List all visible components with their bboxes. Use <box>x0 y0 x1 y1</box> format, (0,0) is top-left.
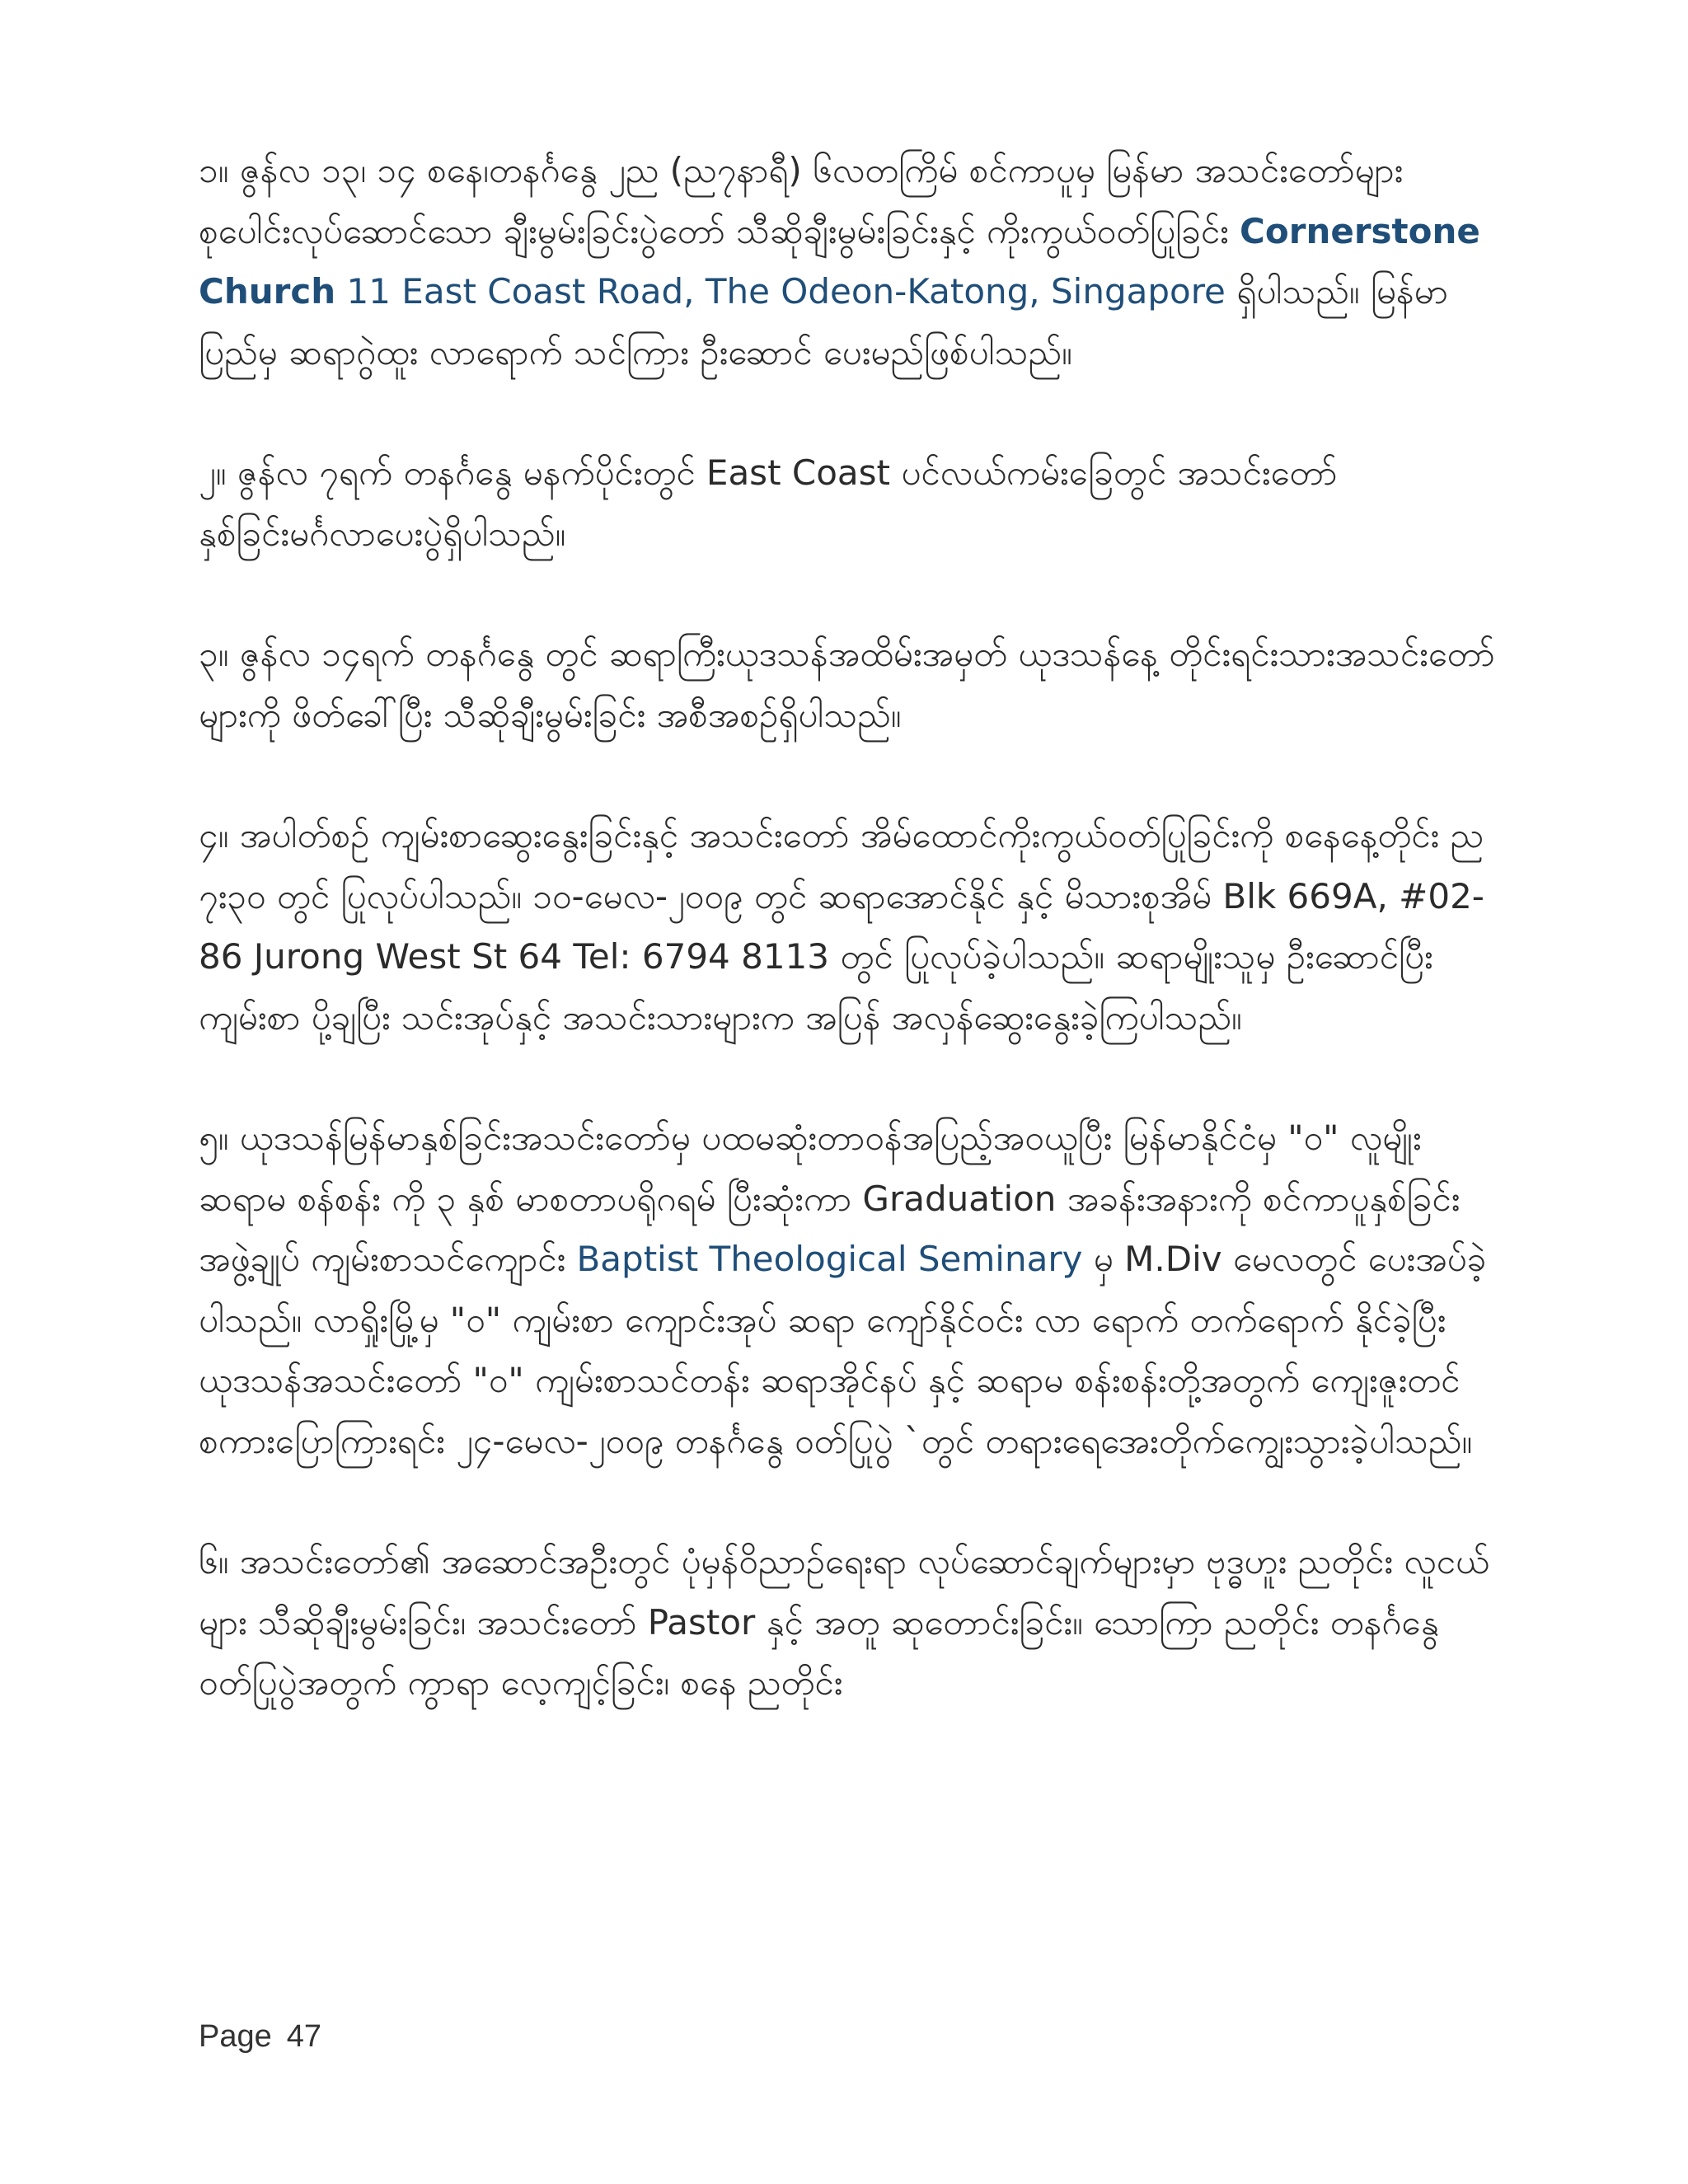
document-body <box>199 140 1501 1774</box>
page-label: Page <box>199 2019 272 2054</box>
page-number: 47 <box>286 2019 322 2054</box>
church-address-link[interactable]: 11 East Coast Road, The Odeon-Katong, Singapore <box>346 271 1226 312</box>
spacer <box>335 271 346 312</box>
church-name-link[interactable]: Cornerstone Church <box>199 210 1480 312</box>
paragraph-2: ၂။ ဇွန်လ ၇ရက် တနင်္ဂနွေ မနက်ပိုင်းတွင် East Coast ပင်လယ်ကမ်းခြေတွင် အသင်းတော် နှစ်ခြင်းမင်္ဂလာပေးပွဲရှိပါသည်။ <box>199 452 1338 554</box>
paragraph-1-text-end: ရှိပါသည်။ မြန်မာပြည်မှ ဆရာဂွဲထူး လာရောက် သင်ကြား ဦးဆောင် ပေးမည်ဖြစ်ပါသည်။ <box>199 271 1448 373</box>
paragraph-5 <box>199 1108 1501 1471</box>
paragraph-5-text: ၅။ ယုဒသန်မြန်မာနှစ်ခြင်းအသင်းတော်မှ ပထမဆုံးတာဝန်အပြည့်အဝယူပြီး မြန်မာနိုင်ငံမှ "ဝ" လူမျိုး ဆရာမ စန်စန်း ကို ၃ နှစ် မာစတာပရိုဂရမ် ပြီးဆုံးကာ Graduation အခန်းအနားကို စင်ကာပူနှစ်ခြင်းအဖွဲ့ချုပ် ကျမ်းစာသင်ကျောင်း <box>199 1118 1461 1279</box>
paragraph-6: ၆။ အသင်းတော်၏ အဆောင်အဦးတွင် ပုံမှန်ဝိညာဉ်ရေးရာ လုပ်ဆောင်ချက်များမှာ ဗုဒ္ဓဟူး ညတိုင်း လူငယ်များ သီဆိုချီးမွမ်းခြင်း၊ အသင်းတော် Pastor နှင့် အတူ ဆုတောင်းခြင်း။ သောကြာ ညတိုင်း တနင်္ဂနွေဝတ်ပြုပွဲအတွက် ကွာရာ လေ့ကျင့်ခြင်း၊ စနေ ညတိုင်း <box>199 1541 1489 1703</box>
paragraph-3: ၃။ ဇွန်လ ၁၄ရက် တနင်္ဂနွေ တွင် ဆရာကြီးယုဒသန်အထိမ်းအမှတ် ယုဒသန်နေ့ တိုင်းရင်းသားအသင်းတော်များကို ဖိတ်ခေါ်ပြီး သီဆိုချီးမွမ်းခြင်း အစီအစဉ်ရှိပါသည်။ <box>199 634 1495 735</box>
paragraph-5-text-end: မှ M.Div မေလတွင် ပေးအပ်ခဲ့ပါသည်။ လာရှိုးမြို့မှ "ဝ" ကျမ်းစာ ကျောင်းအုပ် ဆရာ ကျော်နိုင်ဝင်း လာ ရောက် တက်ရောက် နိုင်ခဲ့ပြီး ယုဒသန်အသင်းတော် "ဝ" ကျမ်းစာသင်တန်း ဆရာအိုင်နပ် နှင့် ဆရာမ စန်းစန်းတို့အတွက် ကျေးဇူးတင်စကားပြောကြားရင်း ၂၄-မေလ-၂၀၀၉ တနင်္ဂနွေ ဝတ်ပြုပွဲ `တွင် တရားရေအေးတိုက်ကျွေးသွားခဲ့ပါသည်။ <box>199 1239 1487 1461</box>
paragraph-1 <box>199 140 1501 382</box>
seminary-link[interactable]: Baptist Theological Seminary <box>576 1239 1083 1279</box>
paragraph-1-text: ၁။ ဇွန်လ ၁၃၊ ၁၄ စနေ၊တနင်္ဂနွေ ၂ည (ည၇နာရီ) ၆လတကြိမ် စင်ကာပူမှ မြန်မာ အသင်းတော်များ စုပေါင်းလုပ်ဆောင်သော ချီးမွမ်းခြင်းပွဲတော် သီဆိုချီးမွမ်းခြင်းနှင့် ကိုးကွယ်ဝတ်ပြုခြင်း <box>199 150 1404 251</box>
paragraph-4: ၄။ အပါတ်စဉ် ကျမ်းစာဆွေးနွေးခြင်းနှင့် အသင်းတော် အိမ်ထောင်ကိုးကွယ်ဝတ်ပြုခြင်းကို စနေနေ့တိုင်း ည ၇း၃၀ တွင် ပြုလုပ်ပါသည်။ ၁၀-မေလ-၂၀၀၉ တွင် ဆရာအောင်နိုင် နှင့် မိသားစုအိမ် Blk 669A, #02-86 Jurong West St 64 Tel: 6794 8113 တွင် ပြုလုပ်ခဲ့ပါသည်။ ဆရာမျိုးသူမှ ဦးဆောင်ပြီး ကျမ်းစာ ပို့ချပြီး သင်းအုပ်နှင့် အသင်းသားများက အပြန် အလှန်ဆွေးနွေးခဲ့ကြပါသည်။ <box>199 815 1484 1038</box>
page-footer <box>199 2019 336 2055</box>
